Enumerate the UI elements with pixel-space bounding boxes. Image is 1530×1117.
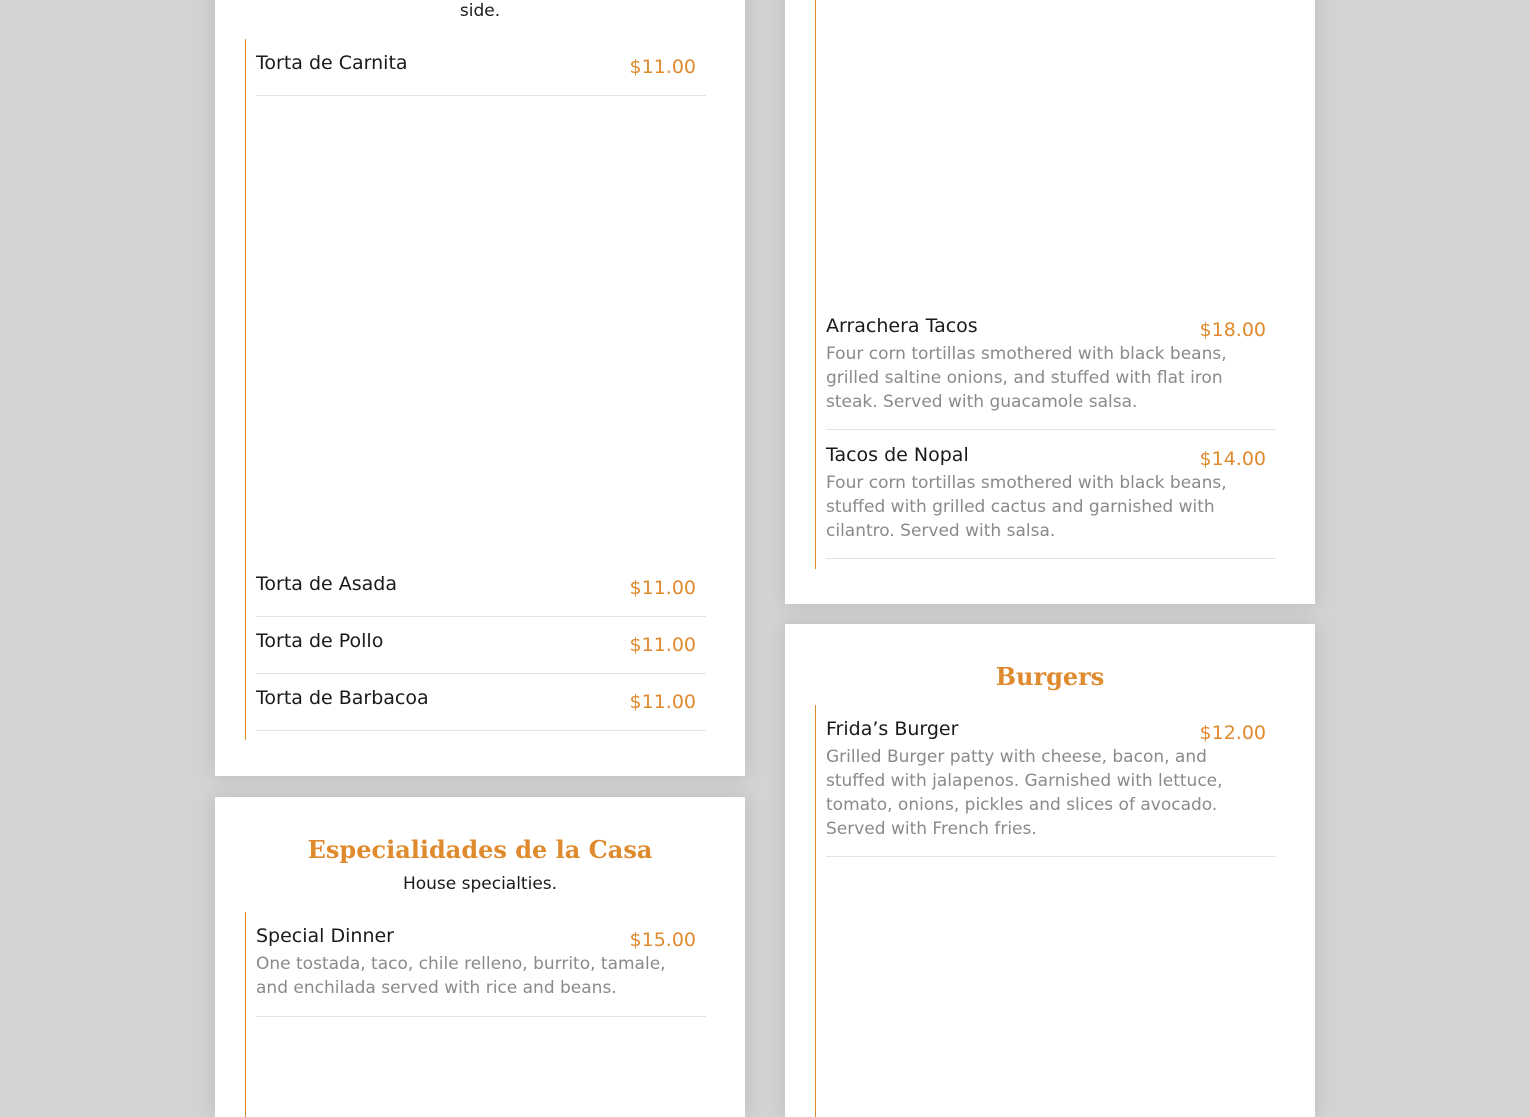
menu-item-name: Tacos de Nopal: [826, 444, 969, 466]
menu-item-tacos-de-nopal: [826, 443, 1276, 559]
burgers-card: [785, 624, 1315, 1117]
menu-item-name: Special Dinner: [256, 925, 394, 947]
section-subtitle: House specialties.: [402, 874, 558, 894]
menu-item-special-dinner: [256, 924, 706, 1017]
menu-item-fridas-burger: [826, 717, 1276, 857]
menu-item-torta-de-carnita: [256, 51, 706, 96]
menu-item-torta-de-barbacoa: [256, 686, 706, 731]
menu-item-name: Torta de Asada: [256, 573, 397, 595]
especialidades-card: [215, 797, 745, 1117]
menu-item-description: Grilled Burger patty with cheese, bacon, and stuffed with jalapenos. Garnished with lettuce, tomato, onions, pickles and slices of avocado. Served with French fries.: [826, 747, 1223, 839]
tortas-card: [215, 0, 745, 776]
tacos-card: [785, 0, 1315, 604]
menu-item-price: $11.00: [629, 577, 696, 599]
tacos-item-list: [815, 0, 1276, 569]
section-title: Burgers: [995, 662, 1105, 691]
burgers-item-list: [815, 705, 1276, 1117]
menu-item-description: One tostada, taco, chile relleno, burrito, tamale, and enchilada served with rice and beans.: [256, 954, 666, 998]
menu-item-name: Torta de Barbacoa: [256, 687, 429, 709]
menu-item-arrachera-tacos: [826, 314, 1276, 430]
section-title: Especialidades de la Casa: [307, 835, 653, 864]
menu-item-description: Four corn tortillas smothered with black beans, grilled saltine onions, and stuffed with flat iron steak. Served with guacamole salsa.: [826, 344, 1227, 412]
menu-item-name: Arrachera Tacos: [826, 315, 978, 337]
especialidades-item-list: [245, 912, 706, 1117]
menu-item-description: Four corn tortillas smothered with black beans, stuffed with grilled cactus and garnished with cilantro. Served with salsa.: [826, 473, 1227, 541]
menu-item-price: $12.00: [1199, 722, 1266, 744]
menu-item-price: $11.00: [629, 634, 696, 656]
menu-item-price: $11.00: [629, 691, 696, 713]
menu-item-price: $18.00: [1199, 319, 1266, 341]
tortas-item-list: [245, 39, 706, 740]
menu-item-torta-de-pollo: [256, 629, 706, 674]
menu-item-name: Torta de Carnita: [256, 52, 408, 74]
tortas-subtitle: side.: [459, 1, 501, 21]
menu-item-price: $11.00: [629, 56, 696, 78]
menu-item-price: $14.00: [1199, 448, 1266, 470]
menu-item-torta-de-asada: [256, 572, 706, 617]
menu-item-price: $15.00: [629, 929, 696, 951]
menu-item-name: Torta de Pollo: [256, 630, 384, 652]
menu-item-name: Frida’s Burger: [826, 718, 959, 740]
